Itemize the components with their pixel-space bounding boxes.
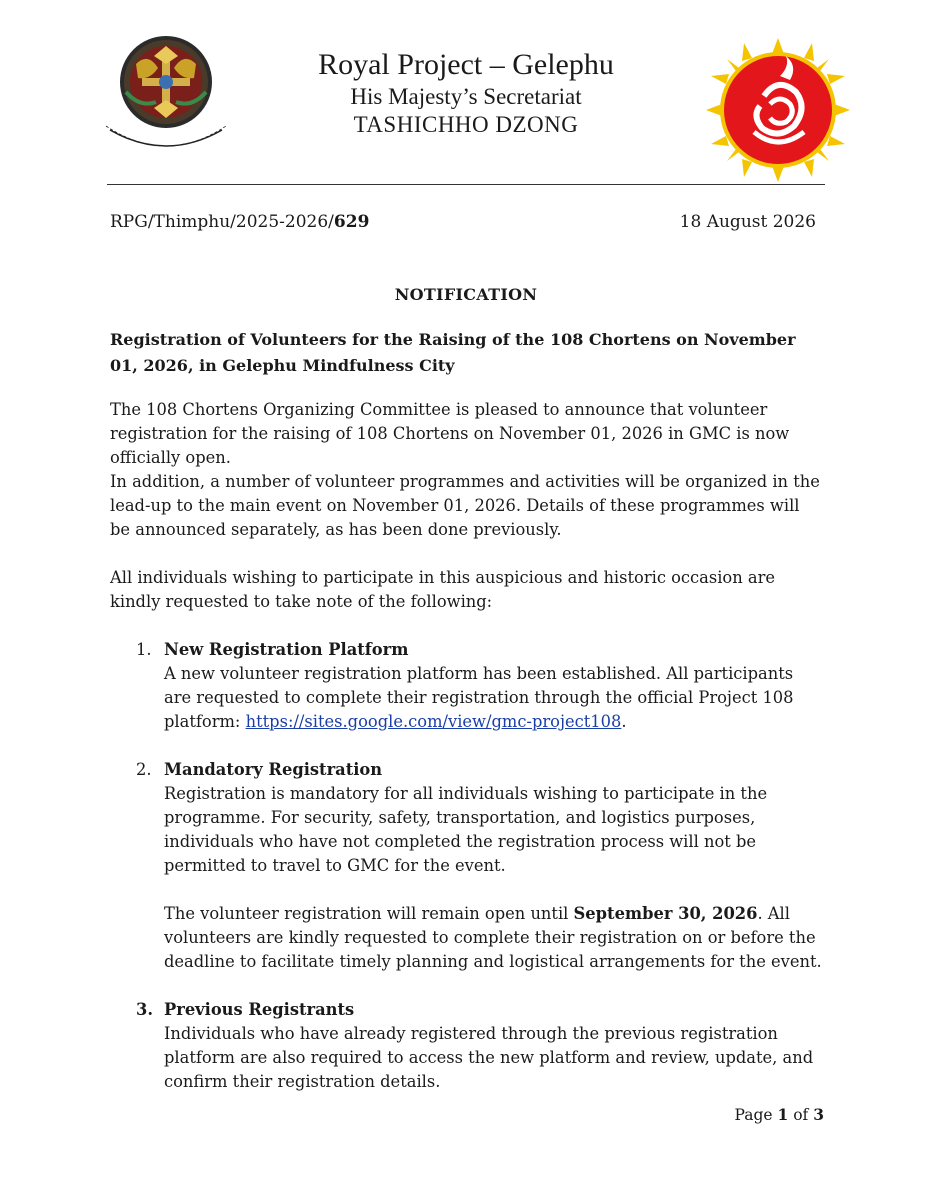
item-body: Registration is mandatory for all individuals wishing to participate in the programme. For security, safety, transportation, and logistics purposes, individuals who have not completed the registration process will not be permitted to travel to GMC for the event. [164, 784, 768, 875]
reference-prefix: RPG/Thimphu/2025-2026/ [110, 212, 334, 232]
item-heading: Mandatory Registration [164, 760, 383, 779]
list-number: 1. [136, 640, 152, 659]
document-date: 18 August 2026 [679, 212, 816, 232]
letterhead-title: Royal Project – Gelephu [318, 48, 614, 81]
paragraph-intro: The 108 Chortens Organizing Committee is pleased to announce that volunteer registration for the raising of 108 Chortens on November 01, 2026 in GMC is now officially open. [110, 400, 790, 467]
subject-line: Registration of Volunteers for the Raising of the 108 Chortens on November 01, 2026, in Gelephu Mindfulness City [110, 330, 796, 375]
deadline-date: September 30, 2026 [573, 904, 758, 923]
letterhead-location: TASHICHHO DZONG [353, 112, 579, 137]
item-heading: New Registration Platform [164, 640, 409, 659]
reference-number [110, 210, 369, 234]
letterhead-subtitle: His Majesty’s Secretariat [350, 84, 582, 109]
deadline-text-before: The volunteer registration will remain open until [164, 904, 574, 923]
reference-serial: 629 [333, 212, 370, 232]
page-total: 3 [813, 1105, 824, 1124]
header-divider [107, 184, 825, 185]
item-body-text: A new volunteer registration platform has been established. All participants are requested to complete their registration through the official Project 108 platform: [164, 664, 794, 731]
paragraph-participation: All individuals wishing to participate in this auspicious and historic occasion are kindly requested to take note of the following: [110, 568, 776, 611]
page-label: Page [734, 1106, 778, 1124]
item-heading: Previous Registrants [164, 1000, 355, 1019]
deadline-text-after: . All volunteers are kindly requested to complete their registration on or before the deadline to facilitate timely planning and logistical arrangements for the event. [164, 904, 822, 971]
page-number [734, 1104, 824, 1126]
item-body: Individuals who have already registered through the previous registration platform are also required to access the new platform and review, update, and confirm their registration details. [164, 1024, 814, 1091]
item-body [164, 662, 824, 734]
list-number: 2. [136, 760, 152, 779]
paragraph-programmes: In addition, a number of volunteer programmes and activities will be organized in the lead-up to the main event on November 01, 2026. Details of these programmes will be announced separately, as has been done previously. [110, 472, 820, 539]
list-number: 3. [136, 1000, 153, 1019]
notification-heading: NOTIFICATION [394, 285, 538, 304]
link-suffix: . [621, 712, 627, 731]
page-current: 1 [777, 1105, 789, 1124]
registration-link[interactable]: https://sites.google.com/view/gmc-project108 [245, 712, 622, 731]
page-of: of [788, 1106, 814, 1124]
item-body-deadline [164, 902, 824, 974]
